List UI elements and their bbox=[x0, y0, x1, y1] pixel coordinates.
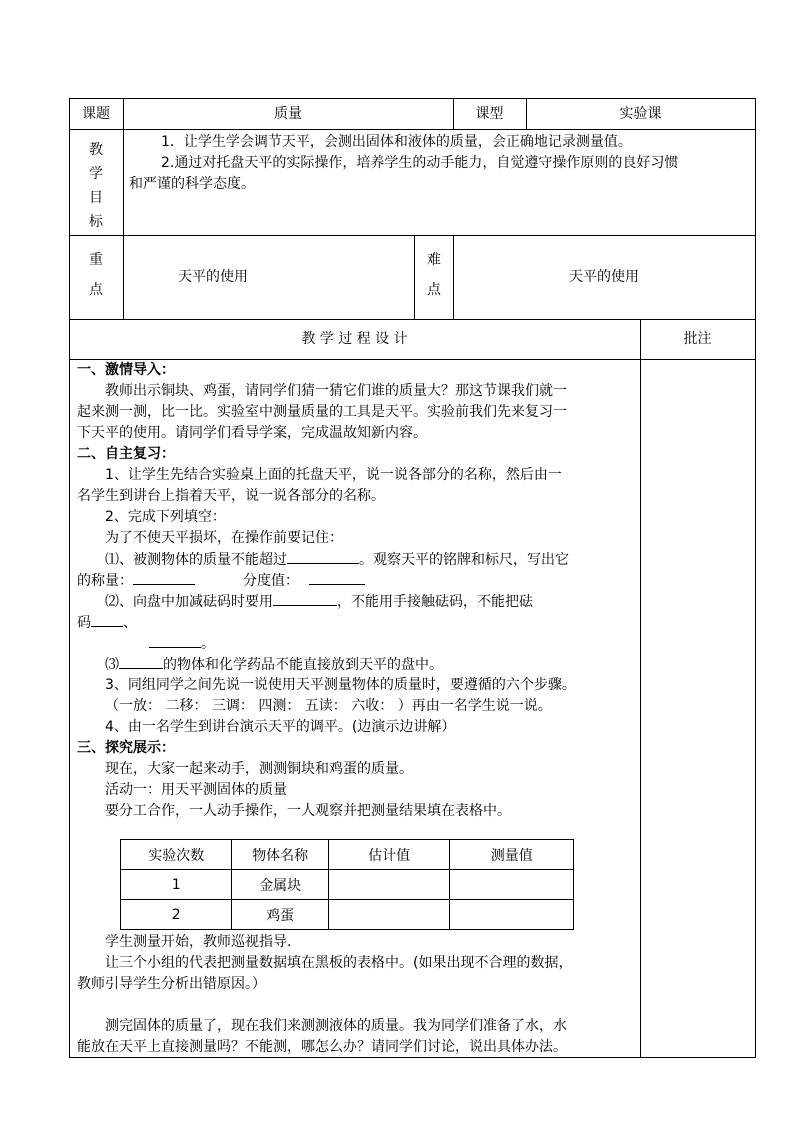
fill-in-question-2-cont: 码 、 bbox=[77, 612, 637, 634]
paragraph: （一放： 二移： 三调： 四测： 五读： 六收： ）再由一名学生说一说。 bbox=[105, 698, 552, 714]
border-left bbox=[69, 98, 70, 1058]
blank-3[interactable] bbox=[309, 570, 365, 585]
measurement-table bbox=[120, 839, 574, 930]
table-cell: 2 bbox=[121, 900, 232, 930]
fill-in-question-2-end: 。 bbox=[149, 633, 709, 655]
column-header: 实验次数 bbox=[121, 840, 232, 870]
border-top bbox=[69, 98, 756, 99]
column-header: 物体名称 bbox=[232, 840, 328, 870]
paragraph: 教师出示铜块、鸡蛋，请同学们猜一猜它们谁的质量大？那这节课我们就一 bbox=[105, 383, 567, 399]
divider bbox=[69, 129, 756, 130]
objective-2-cont: 和严谨的科学态度。 bbox=[129, 176, 255, 192]
paragraph: 学生测量开始，教师巡视指导. bbox=[105, 934, 292, 950]
border-right bbox=[755, 98, 756, 1058]
table-cell: 1 bbox=[121, 870, 232, 900]
table-cell[interactable] bbox=[328, 870, 450, 900]
table-cell[interactable] bbox=[450, 870, 574, 900]
paragraph: 让三个小组的代表把测量数据填在黑板的表格中。(如果出现不合理的数据， bbox=[105, 955, 573, 971]
type-value: 实验课 bbox=[619, 106, 662, 122]
paragraph: 2、完成下列填空： bbox=[105, 509, 226, 525]
type-label: 课型 bbox=[475, 106, 504, 122]
objective-2: 2.通过对托盘天平的实际操作，培养学生的动手能力，自觉遵守操作原则的良好习惯 bbox=[161, 155, 679, 171]
blank-7[interactable] bbox=[119, 654, 163, 669]
table-cell[interactable] bbox=[328, 900, 450, 930]
blank-1[interactable] bbox=[287, 549, 359, 564]
table-cell: 鸡蛋 bbox=[232, 900, 328, 930]
paragraph: 4、由一名学生到讲台演示天平的调平。(边演示边讲解） bbox=[105, 719, 456, 735]
fill-in-question-2: ⑵、向盘中加减砝码时要用 ，不能用手接触砝码，不能把砝 bbox=[105, 591, 665, 613]
key-points-label: 重 点 bbox=[89, 252, 103, 298]
table-row bbox=[121, 870, 574, 900]
table-cell: 金属块 bbox=[232, 870, 328, 900]
section-1-title: 一、激情导入： bbox=[77, 362, 175, 378]
table-row bbox=[121, 900, 574, 930]
paragraph: 活动一：用天平测固体的质量 bbox=[105, 782, 287, 798]
column-header: 测量值 bbox=[450, 840, 574, 870]
objectives-label: 教 学 目 标 bbox=[89, 142, 103, 230]
blank-6[interactable] bbox=[149, 633, 201, 648]
difficulty-label: 难 点 bbox=[427, 252, 441, 298]
paragraph: 3、同组同学之间先说一说使用天平测量物体的质量时，要遵循的六个步骤。 bbox=[105, 677, 576, 693]
notes-heading: 批注 bbox=[683, 331, 712, 347]
paragraph: 下天平的使用。请同学们看导学案，完成温故知新内容。 bbox=[77, 425, 427, 441]
topic-label: 课题 bbox=[82, 106, 110, 122]
paragraph: 为了不使天平损坏，在操作前要记住： bbox=[105, 530, 343, 546]
fill-in-question-1-cont: 的称量： 分度值： bbox=[77, 570, 637, 592]
process-heading: 教 学 过 程 设 计 bbox=[301, 331, 408, 347]
column-header: 估计值 bbox=[328, 840, 450, 870]
table-cell[interactable] bbox=[450, 900, 574, 930]
table-header-row bbox=[121, 840, 574, 870]
paragraph: 测完固体的质量了，现在我们来测测液体的质量。我为同学们准备了水，水 bbox=[105, 1018, 567, 1034]
paragraph: 要分工合作，一人动手操作，一人观察并把测量结果填在表格中。 bbox=[105, 803, 511, 819]
blank-2[interactable] bbox=[133, 570, 195, 585]
divider bbox=[69, 319, 756, 320]
divider bbox=[69, 235, 756, 236]
paragraph: 1、让学生先结合实验桌上面的托盘天平，说一说各部分的名称，然后由一 bbox=[105, 467, 562, 483]
section-3-title: 三、探究展示： bbox=[77, 740, 175, 756]
blank-4[interactable] bbox=[273, 591, 337, 606]
divider bbox=[123, 98, 124, 320]
key-points-value: 天平的使用 bbox=[178, 269, 248, 285]
paragraph: 能放在天平上直接测量吗？不能测，哪怎么办？请同学们讨论，说出具体办法。 bbox=[77, 1039, 567, 1055]
objective-1: 1．让学生学会调节天平，会测出固体和液体的质量，会正确地记录测量值。 bbox=[161, 134, 632, 150]
paragraph: 现在，大家一起来动手，测测铜块和鸡蛋的质量。 bbox=[105, 761, 413, 777]
divider bbox=[414, 235, 415, 320]
section-2-title: 二、自主复习： bbox=[77, 446, 175, 462]
fill-in-question-1: ⑴、被测物体的质量不能超过 。观察天平的铭牌和标尺，写出它 bbox=[105, 549, 665, 571]
paragraph: 起来测一测，比一比。实验室中测量质量的工具是天平。实验前我们先来复习一 bbox=[77, 404, 567, 420]
fill-in-question-3: ⑶ 的物体和化学药品不能直接放到天平的盘中。 bbox=[105, 654, 665, 676]
blank-5[interactable] bbox=[91, 612, 123, 627]
topic-value: 质量 bbox=[274, 106, 302, 122]
paragraph: 教师引导学生分析出错原因。） bbox=[77, 976, 266, 992]
difficulty-value: 天平的使用 bbox=[569, 269, 639, 285]
paragraph: 名学生到讲台上指着天平，说一说各部分的名称。 bbox=[77, 488, 385, 504]
